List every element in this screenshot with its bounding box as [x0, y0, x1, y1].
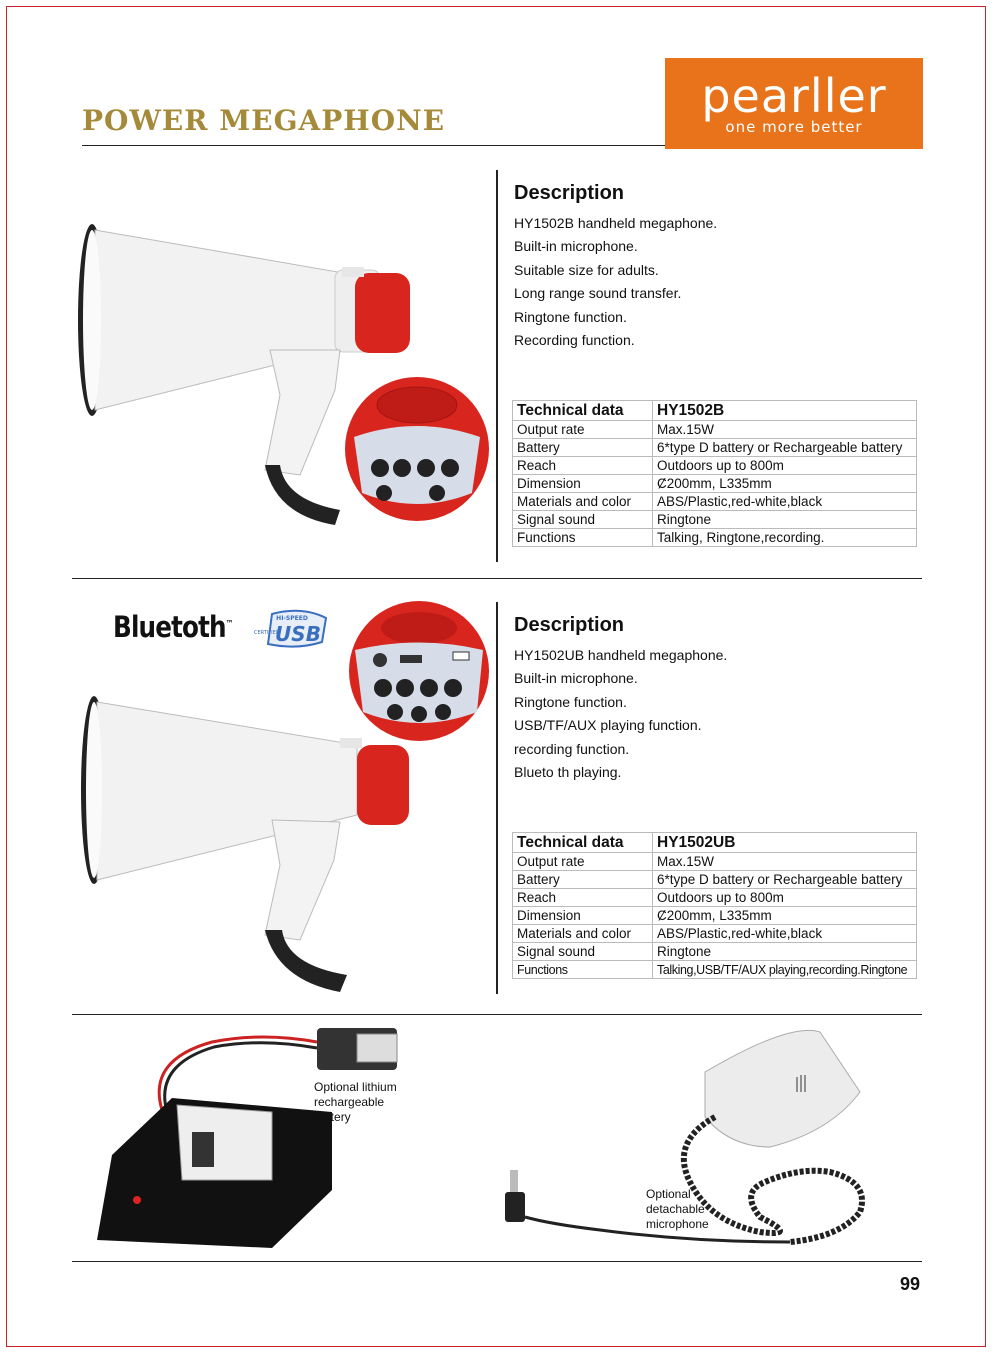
description-line: recording function.: [514, 740, 630, 757]
table-row: [513, 511, 917, 529]
bluetooth-logo: [113, 610, 233, 644]
table-cell: Battery: [513, 871, 653, 889]
caption-line: Optional: [646, 1187, 691, 1201]
table-row: [513, 439, 917, 457]
table-header-row: [513, 401, 917, 421]
table-row: [513, 961, 917, 979]
table-cell: Output rate: [513, 421, 653, 439]
table-cell: Dimension: [513, 907, 653, 925]
table-cell: ABS/Plastic,red-white,black: [653, 925, 917, 943]
battery-image: [92, 1020, 402, 1255]
table-row: [513, 421, 917, 439]
table-header-cell: Technical data: [513, 833, 653, 853]
logo-tagline: one more better: [725, 118, 863, 136]
caption-line: rechargeable: [314, 1095, 385, 1109]
table-row: [513, 871, 917, 889]
table-cell: 6*type D battery or Rechargeable battery: [653, 439, 917, 457]
table-cell: Talking, Ringtone,recording.: [653, 529, 917, 547]
table-cell: Signal sound: [513, 511, 653, 529]
table-cell: Functions: [513, 529, 653, 547]
page-number: 99: [900, 1274, 921, 1294]
spec-table-1: [512, 400, 917, 547]
table-cell: Max.15W: [653, 853, 917, 871]
usb-top-text: HI-SPEED: [276, 615, 308, 622]
table-cell: Reach: [513, 457, 653, 475]
table-header-row: [513, 833, 917, 853]
description-line: HY1502UB handheld megaphone.: [514, 647, 728, 663]
table-cell: Ȼ200mm, L335mm: [653, 475, 917, 493]
table-row: [513, 907, 917, 925]
title-underline: [82, 145, 667, 146]
divider-vertical-1: [496, 170, 498, 562]
description-line: Blueto th playing.: [514, 764, 622, 781]
description-line: Long range sound transfer.: [514, 285, 682, 302]
battery-caption: [314, 1080, 397, 1125]
table-header-cell: HY1502UB: [653, 833, 917, 853]
description-line: Ringtone function.: [514, 693, 627, 710]
usb-logo: [242, 608, 330, 650]
bluetooth-tm: ™: [225, 619, 233, 630]
table-row: [513, 529, 917, 547]
description-line: Suitable size for adults.: [514, 261, 659, 278]
microphone-caption: [646, 1187, 709, 1232]
table-cell: Dimension: [513, 475, 653, 493]
description-line: Ringtone function.: [514, 308, 627, 325]
description-line: HY1502B handheld megaphone.: [514, 215, 718, 231]
table-cell: Outdoors up to 800m: [653, 457, 917, 475]
table-row: [513, 889, 917, 907]
table-row: [513, 925, 917, 943]
table-cell: ABS/Plastic,red-white,black: [653, 493, 917, 511]
table-row: [513, 475, 917, 493]
usb-label: USB: [275, 622, 321, 646]
table-cell: Max.15W: [653, 421, 917, 439]
table-cell: 6*type D battery or Rechargeable battery: [653, 871, 917, 889]
divider-vertical-2: [496, 602, 498, 994]
logo-name: pearller: [701, 69, 887, 123]
table-cell: Signal sound: [513, 943, 653, 961]
table-row: [513, 493, 917, 511]
caption-line: battery: [314, 1110, 351, 1124]
footer-divider: [72, 1261, 922, 1262]
table-header-cell: HY1502B: [653, 401, 917, 421]
description-line: Recording function.: [514, 332, 635, 349]
table-cell: Reach: [513, 889, 653, 907]
caption-line: Optional lithium: [314, 1080, 397, 1094]
table-cell: Ringtone: [653, 511, 917, 529]
table-cell: Materials and color: [513, 925, 653, 943]
spec-table-2: [512, 832, 917, 979]
description-line: Built-in microphone.: [514, 238, 638, 255]
table-cell: Battery: [513, 439, 653, 457]
table-cell: Ringtone: [653, 943, 917, 961]
table-row: [513, 853, 917, 871]
table-header-cell: Technical data: [513, 401, 653, 421]
megaphone-image-2: [72, 690, 432, 1000]
description-block-2: [514, 614, 727, 784]
brand-logo: [665, 58, 923, 149]
table-cell: Outdoors up to 800m: [653, 889, 917, 907]
description-line: Built-in microphone.: [514, 670, 638, 687]
table-cell: Materials and color: [513, 493, 653, 511]
description-heading: Description: [514, 182, 625, 204]
caption-line: detachable: [646, 1202, 705, 1216]
description-heading: Description: [514, 614, 625, 636]
table-row: [513, 943, 917, 961]
page-title: POWER MEGAPHONE: [82, 104, 446, 137]
section-divider-1: [72, 578, 922, 579]
caption-line: microphone: [646, 1217, 709, 1231]
table-cell: Functions: [513, 961, 653, 979]
section-divider-2: [72, 1014, 922, 1015]
usb-certified-text: CERTIFIED: [254, 630, 280, 636]
bluetooth-label: Bluetoth: [113, 610, 226, 644]
table-cell: Talking,USB/TF/AUX playing,recording.Ringtone: [653, 961, 917, 979]
table-cell: Ȼ200mm, L335mm: [653, 907, 917, 925]
control-panel-image-1: [342, 375, 492, 523]
table-row: [513, 457, 917, 475]
description-block-1: [514, 182, 717, 352]
table-cell: Output rate: [513, 853, 653, 871]
description-line: USB/TF/AUX playing function.: [514, 717, 702, 734]
